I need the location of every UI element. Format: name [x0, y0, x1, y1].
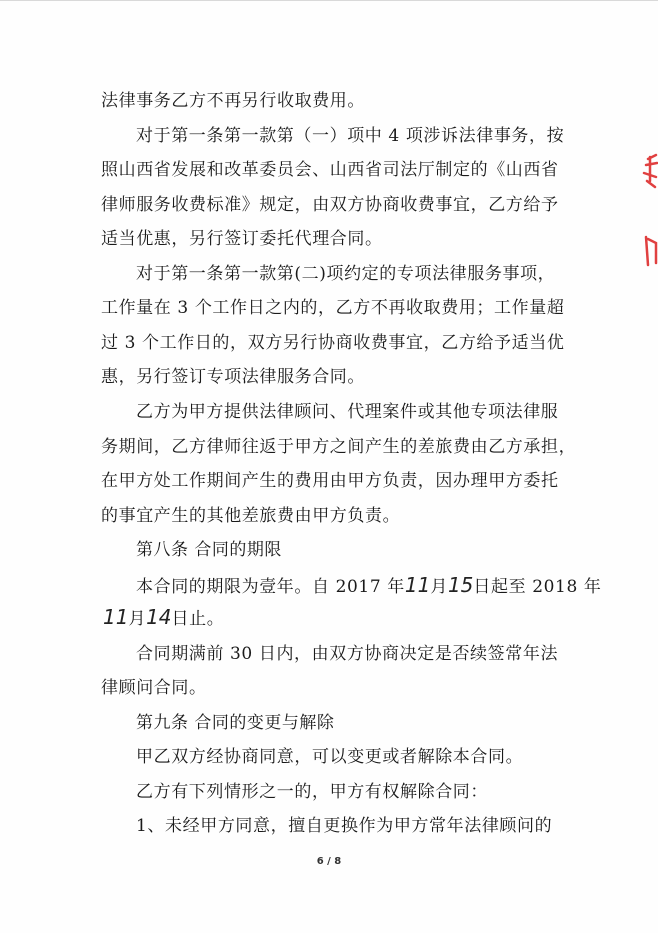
text-line-11: 务期间，乙方律师往返于甲方之间产生的差旅费由乙方承担， — [101, 437, 577, 457]
text-line-13: 的事宜产生的其他差旅费由甲方负责。 — [101, 506, 401, 526]
text-line-10: 乙方为甲方提供法律顾问、代理案件或其他专项法律服 — [136, 402, 559, 422]
page-number: 6 / 8 — [316, 856, 342, 867]
tail-line-3: 1、未经甲方同意，擅自更换作为甲方常年法律顾问的 — [136, 816, 553, 836]
renewal-line-1: 合同期满前 30 日内，由双方协商决定是否续签常年法 — [136, 644, 559, 664]
renewal-line-2: 律顾问合同。 — [101, 678, 207, 698]
text-line-7: 工作量在 3 个工作日之内的，乙方不再收取费用；工作量超 — [101, 298, 565, 318]
text-line-3: 照山西省发展和改革委员会、山西省司法厅制定的《山西省 — [101, 160, 559, 180]
text-line-2: 对于第一条第一款第（一）项中 4 项涉诉法律事务，按 — [136, 126, 565, 146]
section-8-heading: 第八条 合同的期限 — [136, 540, 282, 560]
section-9-heading: 第九条 合同的变更与解除 — [136, 713, 335, 733]
term-line-2 — [103, 607, 224, 629]
tail-line-1: 甲乙双方经协商同意，可以变更或者解除本合同。 — [136, 747, 524, 767]
handwritten-start-month: 11 — [404, 573, 431, 597]
text-line-6: 对于第一条第一款第(二)项约定的专项法律服务事项， — [136, 264, 556, 284]
handwritten-start-day: 15 — [447, 573, 474, 597]
text-line-12: 在甲方处工作期间产生的费用由甲方负责，因办理甲方委托 — [101, 471, 559, 491]
month-char: 月 — [430, 577, 448, 597]
text-line-4: 律师服务收费标准》规定，由双方协商收费事宜，乙方给予 — [101, 195, 559, 215]
term-suffix: 日止。 — [171, 609, 225, 629]
handwritten-end-month: 11 — [103, 605, 129, 629]
month-char-2: 月 — [128, 609, 147, 629]
text-line-8: 过 3 个工作日的，双方另行协商收费事宜，乙方给予适当优 — [101, 333, 565, 353]
text-line-9: 惠，另行签订专项法律服务合同。 — [101, 367, 365, 387]
tail-line-2: 乙方有下列情形之一的，甲方有权解除合同： — [136, 782, 488, 802]
seal-stamp-fragment — [636, 151, 658, 271]
term-middle: 日起至 2018 年 — [473, 577, 602, 597]
term-line — [136, 575, 601, 597]
text-line-1: 法律事务乙方不再另行收取费用。 — [101, 91, 365, 111]
text-line-5: 适当优惠，另行签订委托代理合同。 — [101, 229, 383, 249]
handwritten-end-day: 14 — [146, 605, 172, 629]
term-prefix: 本合同的期限为壹年。自 2017 年 — [136, 577, 405, 597]
